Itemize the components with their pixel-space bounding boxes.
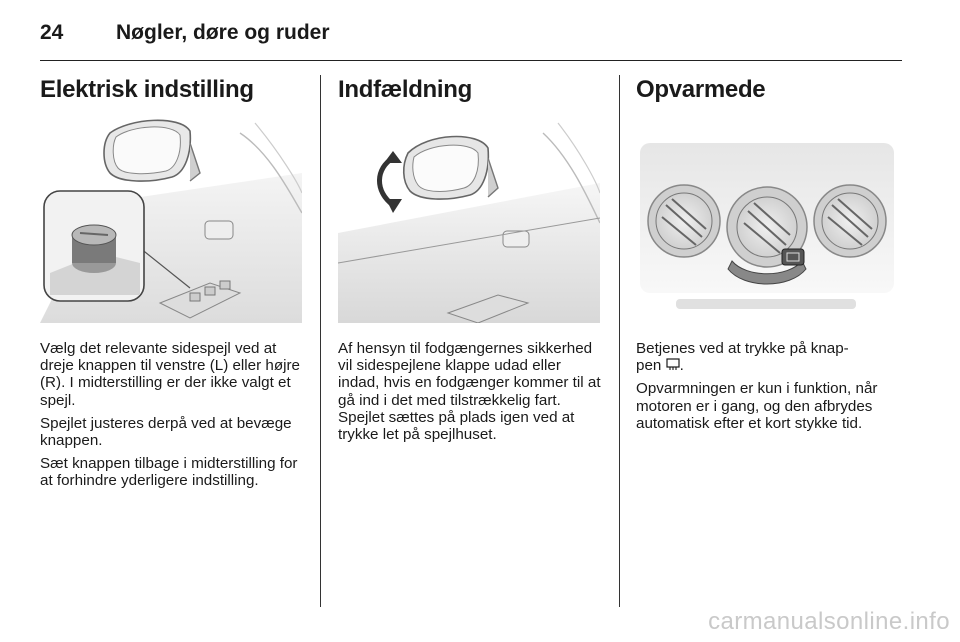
section-title: Opvarmede xyxy=(636,76,766,103)
header-rule xyxy=(40,60,902,61)
paragraph-punctuation: . xyxy=(679,357,684,375)
page-number: 24 xyxy=(40,21,64,44)
chapter-title: Nøgler, døre og ruder xyxy=(116,21,330,44)
mirror-fold-icon xyxy=(338,113,600,323)
section-electric-adjust xyxy=(40,75,308,496)
paragraph: Opvarmningen er kun i funktion, når motoren er i gang, og den afbrydes automatisk efter et kort stykke tid. xyxy=(636,380,878,432)
mirror-adjust-switch-icon xyxy=(40,113,302,323)
section-text xyxy=(636,340,902,432)
heater-controls-icon xyxy=(636,113,898,323)
paragraph-line: pen xyxy=(636,357,662,375)
heated-mirror-icon xyxy=(666,358,680,371)
paragraph: Spejlet justeres derpå ved at bevæge knappen. xyxy=(40,414,292,450)
paragraph: Sæt knappen tilbage i midterstilling for at forhindre yderligere indstilling. xyxy=(40,455,298,490)
watermark: carmanualsonline.info xyxy=(708,608,950,635)
section-text xyxy=(338,340,606,443)
section-title: Indfældning xyxy=(338,76,472,103)
paragraph-line: Betjenes ved at trykke på knap- xyxy=(636,340,849,357)
column-divider xyxy=(619,75,620,607)
paragraph: Vælg det relevante sidespejl ved at dreje knappen til venstre (L) eller højre (R). I midterstilling er der ikke valgt et spejl. xyxy=(40,340,300,409)
page-header xyxy=(40,18,330,48)
section-title: Elektrisk indstilling xyxy=(40,76,254,103)
paragraph: Af hensyn til fodgængernes sikkerhed vil sidespejlene klappe udad eller indad, hvis en fodgænger kommer til at gå ind i det med tilstrækkelig fart. Spejlet sættes på plads igen ved at trykke let på spejlhuset. xyxy=(338,340,601,444)
paragraph xyxy=(636,340,902,374)
section-heated xyxy=(636,75,902,438)
column-divider xyxy=(320,75,321,607)
section-text xyxy=(40,340,308,490)
section-folding xyxy=(338,75,606,449)
